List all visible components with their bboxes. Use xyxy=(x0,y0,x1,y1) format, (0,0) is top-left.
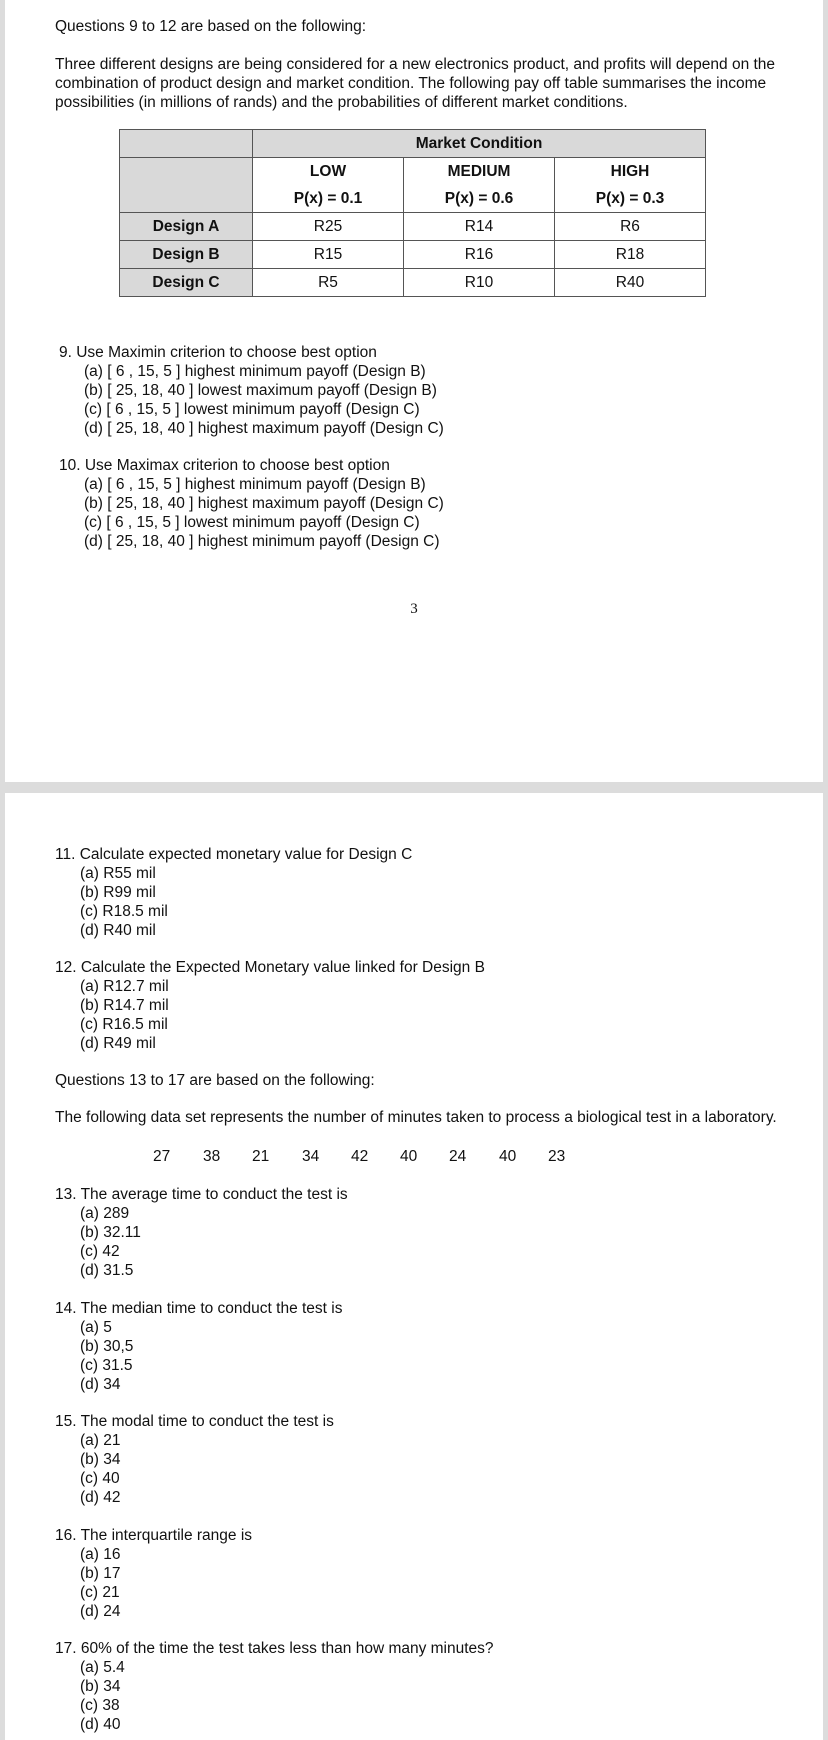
answer-option: (b) [ 25, 18, 40 ] highest maximum payoff (Design C) xyxy=(84,495,444,512)
answer-option: (a) 21 xyxy=(80,1432,121,1449)
answer-option: (d) [ 25, 18, 40 ] highest minimum payoff (Design C) xyxy=(84,533,440,550)
payoff-table xyxy=(119,129,706,297)
answer-option: (b) 30,5 xyxy=(80,1338,134,1355)
answer-option: (b) [ 25, 18, 40 ] lowest maximum payoff (Design B) xyxy=(84,382,437,399)
market-condition-header: Market Condition xyxy=(253,130,706,158)
intro-heading: Questions 9 to 12 are based on the following: xyxy=(55,18,367,35)
probability-high: P(x) = 0.3 xyxy=(555,185,706,213)
answer-option: (b) 34 xyxy=(80,1678,121,1695)
answer-option: (c) R18.5 mil xyxy=(80,903,168,920)
answer-option: (c) 40 xyxy=(80,1470,120,1487)
probability-low: P(x) = 0.1 xyxy=(253,185,404,213)
answer-option: (c) R16.5 mil xyxy=(80,1016,168,1033)
question-16-stem: 16. The interquartile range is xyxy=(55,1527,253,1544)
answer-option: (a) 5.4 xyxy=(80,1659,125,1676)
answer-option: (a) 16 xyxy=(80,1546,121,1563)
answer-option: (b) 34 xyxy=(80,1451,121,1468)
table-cell: R14 xyxy=(404,213,555,241)
question-13-stem: 13. The average time to conduct the test is xyxy=(55,1186,348,1203)
question-12-stem: 12. Calculate the Expected Monetary value linked for Design B xyxy=(55,959,485,976)
answer-option: (b) 32.11 xyxy=(80,1224,141,1241)
intro-paragraph-2: The following data set represents the number of minutes taken to process a biological test in a laboratory. xyxy=(55,1109,777,1126)
answer-option: (d) R40 mil xyxy=(80,922,156,939)
answer-option: (b) 17 xyxy=(80,1565,121,1582)
answer-option: (b) R99 mil xyxy=(80,884,156,901)
column-header-low: LOW xyxy=(253,158,404,186)
table-cell: R16 xyxy=(404,241,555,269)
data-value: 40 xyxy=(499,1148,517,1165)
column-header-medium: MEDIUM xyxy=(404,158,555,186)
table-cell: R15 xyxy=(253,241,404,269)
document-page-1 xyxy=(5,0,823,782)
data-value: 21 xyxy=(252,1148,270,1165)
data-value: 23 xyxy=(548,1148,566,1165)
table-row xyxy=(120,213,706,241)
table-cell: R10 xyxy=(404,269,555,297)
answer-option: (c) [ 6 , 15, 5 ] lowest minimum payoff (Design C) xyxy=(84,514,420,531)
table-cell: R18 xyxy=(555,241,706,269)
intro-heading-2: Questions 13 to 17 are based on the following: xyxy=(55,1072,375,1089)
table-cell: R40 xyxy=(555,269,706,297)
answer-option: (a) [ 6 , 15, 5 ] highest minimum payoff (Design B) xyxy=(84,363,426,380)
table-corner-cell xyxy=(120,130,253,158)
question-17-stem: 17. 60% of the time the test takes less than how many minutes? xyxy=(55,1640,494,1657)
data-value: 38 xyxy=(203,1148,221,1165)
table-cell: R25 xyxy=(253,213,404,241)
question-14-stem: 14. The median time to conduct the test is xyxy=(55,1300,343,1317)
table-cell: R5 xyxy=(253,269,404,297)
table-cell: R6 xyxy=(555,213,706,241)
answer-option: (a) 289 xyxy=(80,1205,130,1222)
table-row xyxy=(120,241,706,269)
question-11-stem: 11. Calculate expected monetary value for Design C xyxy=(55,846,413,863)
question-9-stem: 9. Use Maximin criterion to choose best option xyxy=(59,344,377,361)
row-label-design-a: Design A xyxy=(120,213,253,241)
table-row-header-blank xyxy=(120,158,253,213)
answer-option: (b) R14.7 mil xyxy=(80,997,169,1014)
data-value: 42 xyxy=(351,1148,369,1165)
column-header-high: HIGH xyxy=(555,158,706,186)
data-value: 24 xyxy=(449,1148,467,1165)
question-10-stem: 10. Use Maximax criterion to choose best option xyxy=(59,457,390,474)
answer-option: (d) R49 mil xyxy=(80,1035,156,1052)
intro-paragraph: Three different designs are being considered for a new electronics product, and profits will depend on the combination of product design and market condition. The following pay off table summarises the income possibilities (in millions of rands) and the probabilities of different market conditions. xyxy=(55,56,776,111)
question-15-stem: 15. The modal time to conduct the test is xyxy=(55,1413,334,1430)
probability-medium: P(x) = 0.6 xyxy=(404,185,555,213)
answer-option: (a) [ 6 , 15, 5 ] highest minimum payoff (Design B) xyxy=(84,476,426,493)
data-value: 27 xyxy=(153,1148,171,1165)
answer-option: (c) 21 xyxy=(80,1584,120,1601)
page-number: 3 xyxy=(410,601,418,617)
answer-option: (d) 24 xyxy=(80,1603,121,1620)
answer-option: (d) [ 25, 18, 40 ] highest maximum payoff (Design C) xyxy=(84,420,444,437)
data-value: 40 xyxy=(400,1148,418,1165)
answer-option: (d) 40 xyxy=(80,1716,121,1733)
answer-option: (c) [ 6 , 15, 5 ] lowest minimum payoff (Design C) xyxy=(84,401,420,418)
answer-option: (c) 42 xyxy=(80,1243,120,1260)
answer-option: (a) R55 mil xyxy=(80,865,156,882)
data-value: 34 xyxy=(302,1148,320,1165)
table-row xyxy=(120,269,706,297)
answer-option: (c) 38 xyxy=(80,1697,120,1714)
answer-option: (d) 31.5 xyxy=(80,1262,134,1279)
answer-option: (d) 34 xyxy=(80,1376,121,1393)
row-label-design-b: Design B xyxy=(120,241,253,269)
answer-option: (a) 5 xyxy=(80,1319,112,1336)
answer-option: (d) 42 xyxy=(80,1489,121,1506)
answer-option: (c) 31.5 xyxy=(80,1357,133,1374)
answer-option: (a) R12.7 mil xyxy=(80,978,169,995)
row-label-design-c: Design C xyxy=(120,269,253,297)
